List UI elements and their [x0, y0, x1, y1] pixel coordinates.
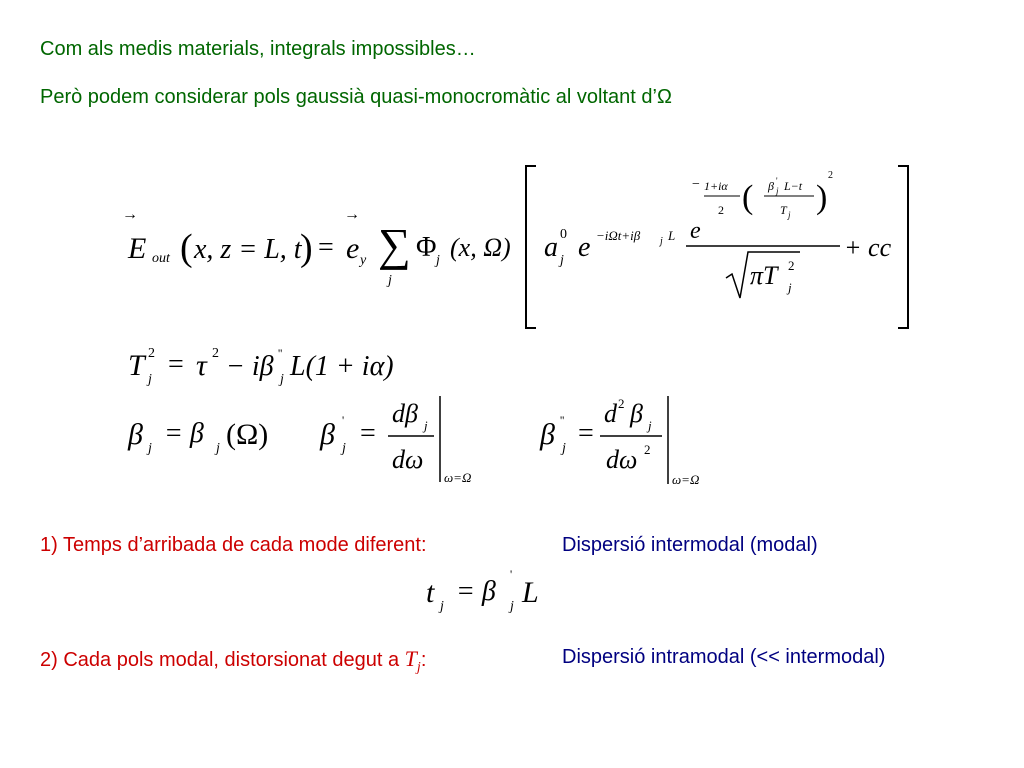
exp-phase-tail: L — [668, 228, 676, 243]
item-2-label-suffix: : — [420, 649, 427, 671]
beta1-sup: ' — [342, 413, 345, 427]
phi-sub: j — [436, 253, 440, 268]
exp-phase-sub: j — [660, 236, 663, 247]
beta2-num-tail: β — [630, 399, 643, 428]
tj2-minus-i: − iβ — [226, 351, 274, 382]
gauss-outer-sup: 2 — [828, 170, 833, 181]
beta-sub-2: j — [216, 441, 220, 456]
beta2-num-sub: j — [648, 418, 652, 433]
field-lhs: E — [128, 232, 147, 265]
item-2-label-var: T — [404, 646, 417, 671]
phi-symbol: Φ — [416, 232, 437, 263]
beta1-lhs: β — [320, 418, 335, 451]
gauss-e: e — [690, 218, 701, 244]
beta2-sup: '' — [560, 413, 565, 427]
sum-index: j — [388, 273, 392, 288]
phi-args: (x, Ω) — [450, 233, 511, 262]
gauss-exp-num: 1+iα — [704, 179, 728, 193]
tj-equation — [420, 562, 580, 622]
exp-phase: −iΩt+iβ — [596, 228, 641, 243]
beta2-num: d — [604, 399, 617, 428]
item-2-result: Dispersió intramodal (<< intermodal) — [562, 646, 886, 668]
gauss-inner-num-sub: j — [776, 186, 779, 196]
tj2-tail: L(1 + iα) — [290, 351, 394, 382]
beta1-den: dω — [392, 445, 424, 474]
beta-rhs-tail: (Ω) — [226, 418, 269, 451]
beta2-num-sup: 2 — [618, 396, 625, 411]
beta2-den-sup: 2 — [644, 442, 651, 457]
beta1-num: dβ — [392, 399, 418, 428]
exp-base: e — [578, 232, 591, 263]
gauss-inner-num-tail: L−t — [784, 179, 803, 193]
amp-sub: j — [560, 253, 564, 268]
sum-symbol: ∑ — [378, 219, 411, 270]
beta2-eq: = — [578, 418, 594, 449]
bracket-left — [526, 166, 536, 328]
norm: πT — [750, 261, 778, 290]
tj2-tau-sup: 2 — [212, 346, 219, 361]
vector-arrow-ey: → — [344, 206, 360, 223]
beta1-eq: = — [360, 418, 376, 449]
tj2-eq: = — [168, 349, 184, 380]
beta1-num-sub: j — [424, 418, 428, 433]
cc-term: + cc — [844, 233, 892, 262]
item-2-label-prefix: 2) Cada pols modal, distorsionat degut a — [40, 649, 405, 671]
gauss-minus: − — [692, 177, 700, 192]
gauss-paren-close: ) — [816, 179, 828, 216]
amp-sup: 0 — [560, 227, 567, 242]
field-args: x, z = L, t — [194, 234, 302, 265]
bracket-right — [898, 166, 908, 328]
item-1-label: 1) Temps d’arribada de cada mode diferent: — [40, 534, 427, 556]
equals-1: = — [318, 232, 334, 263]
gauss-inner-num-sup: ' — [776, 176, 778, 186]
norm-sub: j — [788, 280, 792, 295]
beta2-den: dω — [606, 445, 638, 474]
amp: a — [544, 232, 558, 263]
tj-lhs-sub: j — [440, 599, 444, 614]
gauss-paren-open: ( — [742, 179, 754, 216]
beta1-eval: ω=Ω — [444, 470, 472, 485]
beta2-sub: j — [562, 441, 566, 456]
paren-open: ( — [180, 227, 193, 269]
beta-definitions — [120, 392, 740, 492]
unit-vector: e — [346, 232, 360, 265]
beta-sub: j — [148, 441, 152, 456]
gauss-inner-num: β — [768, 179, 774, 193]
field-lhs-sub: out — [152, 251, 170, 266]
tj-lhs: t — [426, 576, 435, 609]
tj2-beta-sub: j — [280, 372, 284, 387]
beta2-lhs: β — [540, 418, 555, 451]
gauss-inner-den: T — [780, 203, 787, 217]
tj2-lhs: T — [128, 349, 145, 382]
tj2-lhs-sup: 2 — [148, 346, 155, 361]
item-1-result: Dispersió intermodal (modal) — [562, 534, 818, 556]
item-2-label — [40, 646, 426, 676]
tj-tail: L — [522, 576, 539, 609]
paren-close: ) — [300, 227, 313, 269]
tj2-lhs-sub: j — [148, 372, 152, 387]
norm-sup: 2 — [788, 258, 795, 273]
gauss-exp-den: 2 — [718, 203, 724, 217]
tj-sup: ' — [510, 567, 513, 581]
tj2-tau: τ — [196, 349, 207, 382]
beta-eq: = β — [164, 418, 204, 449]
intro-line-1: Com als medis materials, integrals impossibles… — [40, 38, 476, 60]
tj-squared-equation — [120, 335, 440, 395]
field-equation — [100, 160, 930, 335]
tj-eq: = β — [456, 576, 496, 607]
vector-arrow-e: → — [122, 206, 138, 223]
gauss-inner-den-sub: j — [788, 210, 791, 220]
beta-lhs: β — [128, 418, 143, 451]
intro-line-2: Però podem considerar pols gaussià quasi-monocromàtic al voltant d’Ω — [40, 86, 672, 108]
unit-vector-sub: y — [360, 253, 367, 268]
beta1-sub: j — [342, 441, 346, 456]
tj2-beta-sup: '' — [278, 346, 283, 360]
beta2-eval: ω=Ω — [672, 472, 700, 487]
tj-sub2: j — [510, 599, 514, 614]
item-2-label-sub: j — [416, 660, 421, 675]
